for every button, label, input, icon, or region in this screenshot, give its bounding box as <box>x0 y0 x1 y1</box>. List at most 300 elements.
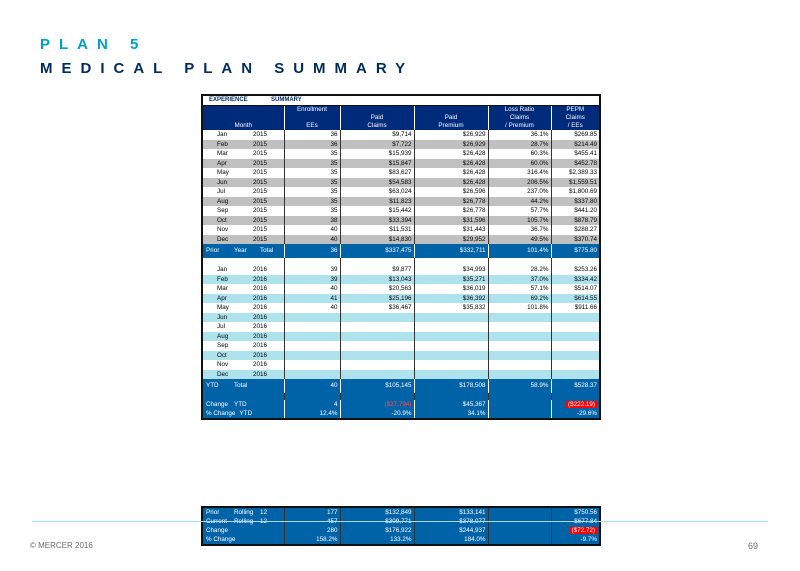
summary-row <box>203 526 599 535</box>
row-label-part: Total <box>234 382 248 389</box>
enrollment-cell <box>284 360 340 370</box>
month-cell <box>203 265 284 275</box>
table-row <box>203 341 599 351</box>
month-cell <box>203 140 284 150</box>
paid-claims-cell: $13,043 <box>340 275 414 285</box>
month-cell <box>203 197 284 207</box>
loss-ratio-cell: 57.7% <box>488 206 551 216</box>
loss-ratio-cell: 206.5% <box>488 178 551 188</box>
pepm-cell <box>551 322 599 332</box>
paid-premium-cell: $26,428 <box>414 149 488 159</box>
enrollment-cell: 36 <box>284 130 340 140</box>
row-label <box>203 409 284 418</box>
paid-claims-cell: 133.2% <box>340 535 414 544</box>
paid-premium-cell: $36,019 <box>414 284 488 294</box>
paid-premium-cell <box>414 341 488 351</box>
table-row <box>203 322 599 332</box>
month-cell <box>203 130 284 140</box>
paid-claims-cell: $25,196 <box>340 294 414 304</box>
pepm-cell: $775.80 <box>551 244 599 258</box>
loss-ratio-cell <box>488 351 551 361</box>
pepm-cell: $452.78 <box>551 159 599 169</box>
paid-premium-cell: $34,993 <box>414 265 488 275</box>
experience-summary-panel <box>201 94 601 420</box>
column-header: Enrollment <box>284 106 340 114</box>
spacer-cell <box>414 258 488 265</box>
table-row <box>203 313 599 323</box>
paid-claims-cell: $7,722 <box>340 140 414 150</box>
pepm-cell <box>551 400 599 409</box>
rolling-summary-panel <box>201 506 601 546</box>
enrollment-cell: 36 <box>284 140 340 150</box>
experience-header <box>203 96 599 106</box>
month-cell <box>203 313 284 323</box>
experience-label: EXPERIENCE <box>209 97 248 103</box>
paid-claims-cell: $20,563 <box>340 284 414 294</box>
enrollment-cell <box>284 332 340 342</box>
pepm-cell: $370.74 <box>551 235 599 245</box>
spacer-cell <box>203 393 284 400</box>
month-label: Feb <box>217 140 228 148</box>
paid-claims-cell: ($27,794) <box>340 400 414 409</box>
paid-claims-cell: $54,583 <box>340 178 414 188</box>
paid-claims-cell <box>340 351 414 361</box>
loss-ratio-cell <box>488 341 551 351</box>
loss-ratio-cell <box>488 526 551 535</box>
table-row <box>203 168 599 178</box>
paid-claims-cell: $9,714 <box>340 130 414 140</box>
enrollment-cell: 280 <box>284 526 340 535</box>
row-label-part: Change <box>206 401 229 408</box>
paid-premium-cell: $332,711 <box>414 244 488 258</box>
table-row <box>203 225 599 235</box>
row-label <box>203 400 284 409</box>
year-label: 2015 <box>253 150 268 157</box>
enrollment-cell: 35 <box>284 187 340 197</box>
table-row <box>203 332 599 342</box>
month-cell <box>203 225 284 235</box>
month-cell <box>203 206 284 216</box>
page-number: 69 <box>748 541 759 551</box>
paid-claims-cell <box>340 313 414 323</box>
paid-premium-cell: $244,937 <box>414 526 488 535</box>
spacer-cell <box>551 258 599 265</box>
paid-premium-cell: $26,428 <box>414 159 488 169</box>
row-label-part: YTD <box>234 401 247 408</box>
month-cell <box>203 322 284 332</box>
pepm-cell: $441.20 <box>551 206 599 216</box>
month-label: Aug <box>217 197 229 205</box>
summary-row <box>203 400 599 409</box>
enrollment-cell <box>284 341 340 351</box>
table-row <box>203 370 599 380</box>
enrollment-cell: 39 <box>284 265 340 275</box>
paid-premium-cell: $26,929 <box>414 140 488 150</box>
loss-ratio-cell: 36.7% <box>488 225 551 235</box>
month-cell <box>203 370 284 380</box>
month-cell <box>203 159 284 169</box>
paid-premium-cell <box>414 360 488 370</box>
month-label: Mar <box>217 150 228 157</box>
month-cell <box>203 341 284 351</box>
paid-claims-cell <box>340 322 414 332</box>
pepm-cell: $528.37 <box>551 379 599 393</box>
month-label: Oct <box>217 216 227 224</box>
loss-ratio-cell: 28.2% <box>488 265 551 275</box>
enrollment-cell <box>284 351 340 361</box>
loss-ratio-cell <box>488 332 551 342</box>
paid-claims-cell: $15,939 <box>340 149 414 159</box>
month-cell <box>203 360 284 370</box>
paid-premium-cell: $26,778 <box>414 206 488 216</box>
paid-claims-cell: $14,830 <box>340 235 414 245</box>
loss-ratio-cell: 69.2% <box>488 294 551 304</box>
row-label-part: Prior <box>206 247 220 254</box>
month-label: Mar <box>217 285 228 292</box>
column-header: Claims <box>340 122 414 130</box>
loss-ratio-cell: 105.7% <box>488 216 551 226</box>
month-label: Oct <box>217 351 227 359</box>
month-label: Jan <box>217 131 228 138</box>
pepm-cell <box>551 360 599 370</box>
month-cell <box>203 303 284 313</box>
column-header: Loss Ratio <box>488 106 551 114</box>
year-label: 2015 <box>253 178 268 186</box>
year-label: 2016 <box>253 304 268 311</box>
month-label: Nov <box>217 226 229 233</box>
paid-premium-cell: $26,428 <box>414 168 488 178</box>
year-label: 2016 <box>253 370 268 378</box>
spacer-cell <box>340 258 414 265</box>
enrollment-cell: 40 <box>284 303 340 313</box>
paid-premium-cell: $45,367 <box>414 400 488 409</box>
enrollment-cell <box>284 322 340 332</box>
enrollment-cell: 38 <box>284 216 340 226</box>
paid-premium-cell: $35,271 <box>414 275 488 285</box>
summary-table <box>203 106 599 418</box>
summary-label: SUMMARY <box>271 97 302 103</box>
enrollment-cell <box>284 370 340 380</box>
paid-claims-cell <box>340 360 414 370</box>
spacer-cell <box>340 393 414 400</box>
page-title: MEDICAL PLAN SUMMARY <box>40 60 415 77</box>
enrollment-cell: 12.4% <box>284 409 340 418</box>
loss-ratio-cell <box>488 360 551 370</box>
row-label <box>203 379 284 393</box>
pepm-cell <box>551 332 599 342</box>
column-header: Claims <box>488 114 551 122</box>
table-row <box>203 178 599 188</box>
row-label-part: 12 <box>260 509 268 516</box>
loss-ratio-cell: 58.9% <box>488 379 551 393</box>
table-row <box>203 187 599 197</box>
summary-row <box>203 244 599 258</box>
year-label: 2016 <box>253 342 268 349</box>
month-label: Aug <box>217 332 229 340</box>
paid-claims-cell <box>340 341 414 351</box>
pepm-cell: $750.56 <box>551 508 599 517</box>
row-label-part: YTD <box>239 410 253 417</box>
column-header <box>203 114 284 122</box>
plan-title: PLAN 5 <box>40 36 148 53</box>
table-row <box>203 159 599 169</box>
header-row <box>203 122 599 130</box>
pepm-cell: $911.66 <box>551 303 599 313</box>
pepm-highlight: ($72.72) <box>571 527 595 534</box>
row-label-part: Change <box>206 527 229 534</box>
paid-premium-cell: $26,929 <box>414 130 488 140</box>
month-label: Jul <box>217 323 226 330</box>
year-label: 2015 <box>253 140 268 148</box>
year-label: 2015 <box>253 131 268 138</box>
paid-claims-cell: $36,467 <box>340 303 414 313</box>
paid-claims-cell: $105,145 <box>340 379 414 393</box>
month-cell <box>203 216 284 226</box>
pepm-cell <box>551 370 599 380</box>
table-row <box>203 197 599 207</box>
paid-premium-cell: $36,392 <box>414 294 488 304</box>
row-label-part: % Change <box>206 410 236 417</box>
paid-premium-cell: $178,508 <box>414 379 488 393</box>
pepm-cell: $878.79 <box>551 216 599 226</box>
header-row <box>203 106 599 114</box>
month-label: Jan <box>217 266 228 273</box>
loss-ratio-cell <box>488 400 551 409</box>
paid-premium-cell: $31,443 <box>414 225 488 235</box>
pepm-cell: $214.49 <box>551 140 599 150</box>
column-header: PEPM <box>551 106 599 114</box>
paid-claims-cell <box>340 370 414 380</box>
month-cell <box>203 351 284 361</box>
paid-premium-cell: 34.1% <box>414 409 488 418</box>
column-header: Paid <box>414 114 488 122</box>
year-label: 2016 <box>253 285 268 292</box>
year-label: 2015 <box>253 188 268 195</box>
pepm-cell <box>551 313 599 323</box>
pepm-cell: $1,800.69 <box>551 187 599 197</box>
loss-ratio-cell: 60.0% <box>488 159 551 169</box>
column-header <box>414 106 488 114</box>
month-cell <box>203 235 284 245</box>
month-label: Nov <box>217 361 229 368</box>
loss-ratio-cell: 37.0% <box>488 275 551 285</box>
loss-ratio-cell <box>488 313 551 323</box>
loss-ratio-cell: 316.4% <box>488 168 551 178</box>
month-label: Sep <box>217 207 229 214</box>
pepm-cell <box>551 341 599 351</box>
paid-claims-cell: $15,442 <box>340 206 414 216</box>
paid-premium-cell <box>414 351 488 361</box>
loss-ratio-cell <box>488 370 551 380</box>
paid-claims-cell: $83,627 <box>340 168 414 178</box>
month-label: Apr <box>217 159 227 167</box>
paid-claims-cell: $11,823 <box>340 197 414 207</box>
pepm-cell: $1,559.51 <box>551 178 599 188</box>
spacer-cell <box>203 258 284 265</box>
month-label: Sep <box>217 342 229 349</box>
enrollment-cell: 39 <box>284 275 340 285</box>
loss-ratio-cell: 36.1% <box>488 130 551 140</box>
enrollment-cell: 36 <box>284 244 340 258</box>
row-label <box>203 526 284 535</box>
footer-divider <box>32 521 768 522</box>
month-label: Jun <box>217 178 228 186</box>
pepm-cell: $337.80 <box>551 197 599 207</box>
enrollment-cell: 40 <box>284 284 340 294</box>
row-label <box>203 244 284 258</box>
year-label: 2015 <box>253 235 268 243</box>
month-label: Apr <box>217 294 227 302</box>
column-header <box>284 114 340 122</box>
enrollment-cell: 40 <box>284 379 340 393</box>
year-label: 2015 <box>253 207 268 214</box>
row-label-part: YTD <box>206 382 219 389</box>
table-row <box>203 235 599 245</box>
table-row <box>203 303 599 313</box>
enrollment-cell: 41 <box>284 294 340 304</box>
year-label: 2016 <box>253 266 268 273</box>
pepm-cell: $2,389.33 <box>551 168 599 178</box>
month-cell <box>203 275 284 285</box>
month-cell <box>203 332 284 342</box>
column-header <box>203 106 284 114</box>
month-label: Dec <box>217 235 229 243</box>
table-row <box>203 351 599 361</box>
year-label: 2015 <box>253 169 268 176</box>
year-label: 2015 <box>253 226 268 233</box>
enrollment-cell: 40 <box>284 225 340 235</box>
year-label: 2015 <box>253 216 268 224</box>
year-label: 2016 <box>253 313 268 321</box>
paid-claims-cell: $11,531 <box>340 225 414 235</box>
loss-ratio-cell <box>488 508 551 517</box>
row-label <box>203 508 284 517</box>
spacer-row <box>203 258 599 265</box>
month-cell <box>203 284 284 294</box>
paid-claims-cell: $15,847 <box>340 159 414 169</box>
pepm-cell: $288.27 <box>551 225 599 235</box>
paid-premium-cell <box>414 322 488 332</box>
column-header: Paid <box>340 114 414 122</box>
spacer-cell <box>488 258 551 265</box>
enrollment-cell: 35 <box>284 206 340 216</box>
paid-claims-cell: -20.9% <box>340 409 414 418</box>
pepm-cell: $614.55 <box>551 294 599 304</box>
month-label: Jun <box>217 313 228 321</box>
row-label-part: Year <box>234 247 247 254</box>
enrollment-cell: 158.2% <box>284 535 340 544</box>
pepm-cell: $334.42 <box>551 275 599 285</box>
enrollment-cell: 4 <box>284 400 340 409</box>
paid-premium-cell: $31,596 <box>414 216 488 226</box>
row-label-part: Prior <box>206 509 220 516</box>
summary-row <box>203 409 599 418</box>
paid-premium-cell: 184.0% <box>414 535 488 544</box>
summary-row <box>203 508 599 517</box>
loss-ratio-cell <box>488 322 551 332</box>
paid-premium-cell: $26,428 <box>414 178 488 188</box>
column-header: / Premium <box>488 122 551 130</box>
loss-ratio-cell: 49.5% <box>488 235 551 245</box>
paid-premium-cell: $26,778 <box>414 197 488 207</box>
paid-claims-cell: $9,877 <box>340 265 414 275</box>
footer-copyright: © MERCER 2016 <box>30 541 93 550</box>
loss-ratio-cell: 60.3% <box>488 149 551 159</box>
table-row <box>203 294 599 304</box>
table-row <box>203 140 599 150</box>
pepm-cell: $514.07 <box>551 284 599 294</box>
paid-claims-cell: $176,922 <box>340 526 414 535</box>
paid-claims-cell: $132,849 <box>340 508 414 517</box>
year-label: 2016 <box>253 323 268 330</box>
enrollment-cell: 35 <box>284 168 340 178</box>
row-label-part: Rolling <box>234 509 254 516</box>
column-header: EEs <box>284 122 340 130</box>
year-label: 2016 <box>253 361 268 368</box>
year-label: 2016 <box>253 351 268 359</box>
spacer-cell <box>488 393 551 400</box>
loss-ratio-cell: 57.1% <box>488 284 551 294</box>
row-label-part: % Change <box>206 536 236 543</box>
row-label-part: Total <box>260 247 274 254</box>
loss-ratio-cell: 28.7% <box>488 140 551 150</box>
pepm-highlight: ($222.19) <box>568 401 595 408</box>
enrollment-cell <box>284 313 340 323</box>
month-cell <box>203 187 284 197</box>
month-label: May <box>217 304 229 311</box>
table-row <box>203 149 599 159</box>
paid-premium-cell: $35,832 <box>414 303 488 313</box>
table-row <box>203 216 599 226</box>
table-row <box>203 360 599 370</box>
month-cell <box>203 294 284 304</box>
table-row <box>203 130 599 140</box>
rolling-table <box>203 508 599 544</box>
spacer-cell <box>284 393 340 400</box>
month-label: Jul <box>217 188 226 195</box>
year-label: 2015 <box>253 197 268 205</box>
spacer-row <box>203 393 599 400</box>
paid-premium-cell: $26,596 <box>414 187 488 197</box>
paid-premium-cell <box>414 313 488 323</box>
paid-premium-cell <box>414 370 488 380</box>
pepm-cell <box>551 526 599 535</box>
pepm-cell: $253.26 <box>551 265 599 275</box>
month-label: Dec <box>217 370 229 378</box>
column-header: Claims <box>551 114 599 122</box>
enrollment-cell: 177 <box>284 508 340 517</box>
month-label: May <box>217 169 229 176</box>
loss-ratio-cell <box>488 535 551 544</box>
pepm-cell <box>551 351 599 361</box>
loss-ratio-cell <box>488 409 551 418</box>
loss-ratio-cell: 44.2% <box>488 197 551 207</box>
pepm-cell: $455.41 <box>551 149 599 159</box>
paid-premium-cell <box>414 332 488 342</box>
table-row <box>203 206 599 216</box>
year-label: 2016 <box>253 275 268 283</box>
loss-ratio-cell: 101.8% <box>488 303 551 313</box>
enrollment-cell: 35 <box>284 178 340 188</box>
paid-premium-cell: $29,952 <box>414 235 488 245</box>
paid-claims-cell: $33,394 <box>340 216 414 226</box>
month-cell <box>203 168 284 178</box>
paid-claims-cell: $337,475 <box>340 244 414 258</box>
table-row <box>203 275 599 285</box>
header-row <box>203 114 599 122</box>
pepm-cell: $269.85 <box>551 130 599 140</box>
month-cell <box>203 149 284 159</box>
